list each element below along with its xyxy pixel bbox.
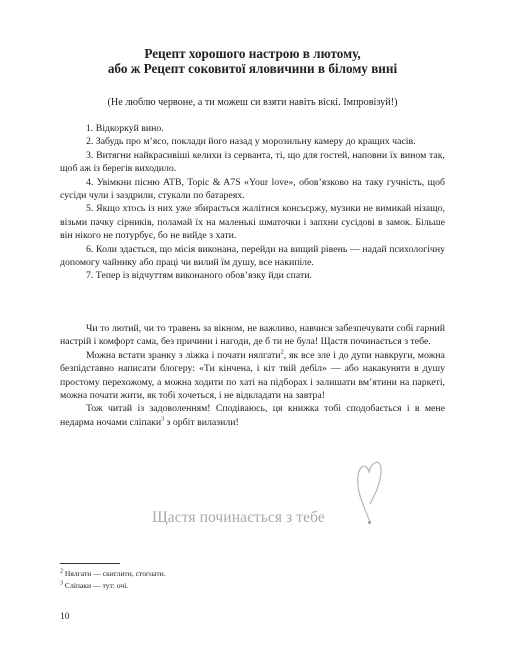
step-5: 5. Якщо хтось із них уже збирається жалітися консьєржу, музики не вимикай нізащо, візьми пачку сірників, поламай їх на маленькі шматочки і запхни сусідові в замок. Більше він нікого не потурбує, бо не вийде з хати. [60,203,445,242]
footnote-divider [60,563,120,564]
paragraph-2 [60,349,445,403]
step-3: 3. Витягни найкрасивіші келихи із серванта, ті, що для гостей, наповни їх вином так, щоб аж із берегів виходило. [60,149,445,175]
step-1: 1. Відкоркуй вино. [86,123,164,134]
footnote-ref-2: 2 [280,349,284,356]
step-2: 2. Забудь про м’ясо, поклади його назад у морозильну камеру до кращих часів. [86,136,416,148]
paragraph-1: Чи то лютий, чи то травень за вікном, не важливо, навчися забезпечувати собі гарний настрій і комфорт сама, без причини і нагоди, де б ти не була! Щастя починається з тебе. [60,323,445,348]
signature-dot [368,521,371,524]
footnote-ref-3: 3 [161,416,165,423]
paragraph-3-part-2: з орбіт вилазили! [164,416,239,428]
step-7: 7. Тепер із відчуттям виконаного обов’язку йди спати. [86,270,312,282]
footnote-3-text: Сліпаки — тут: очі. [63,581,129,590]
heart-outline-icon [352,452,386,526]
footnote-2 [60,568,166,580]
step-6: 6. Коли здається, що місія виконана, перейди на вищий рівень — надай психологічну допомогу чайнику або праці чи вилий їм душу, все накипіле. [60,243,445,269]
body-text [60,322,445,429]
footnote-mark-3: 3 [60,580,63,587]
page-number: 10 [60,612,70,622]
signature-text: Щастя починається з тебе [152,509,325,526]
paragraph-2-part-1: Можна встати зранку з ліжка і почати нялгати [86,349,281,361]
paragraph-2-part-2: , як все зле і до дупи навкруги, можна безпідставно написати блогеру: «Ти кінчена, і кіт твій дебіл» — або накакуняти в душу простому перехожому, а можна ходити по хаті на підборах і залишати вм’ятини на паркеті, можна почати жити, як тобі хочеться, і не відкладати на завтра! [60,349,445,402]
wine-note: (Не люблю червоне, а ти можеш си взяти навіть віскі. Імпровізуй!) [107,97,398,108]
footnote-mark-2: 2 [60,568,63,575]
paragraph-3-part-1: Тож читай із задоволенням! Сподіваюсь, ця книжка тобі сподобається і в мене недарма ночами сліпаки [60,403,445,428]
recipe-steps [60,122,445,283]
footnote-2-text: Нялгати — скиглити, стогнати. [63,569,166,578]
recipe-title [60,46,445,76]
step-4: 4. Увімкни пісню ATB, Topic & A7S «Your love», обов’язково на таку гучність, щоб сусіди чули і заздрили, стукали по батареях. [60,176,445,202]
footnote-3 [60,580,166,592]
paragraph-3 [60,402,445,429]
footnotes [60,568,166,592]
recipe-title-line-2: або ж Рецепт соковитої яловичини в білому вині [107,61,398,76]
recipe-title-line-1: Рецепт хорошого настрою в лютому, [144,46,361,61]
